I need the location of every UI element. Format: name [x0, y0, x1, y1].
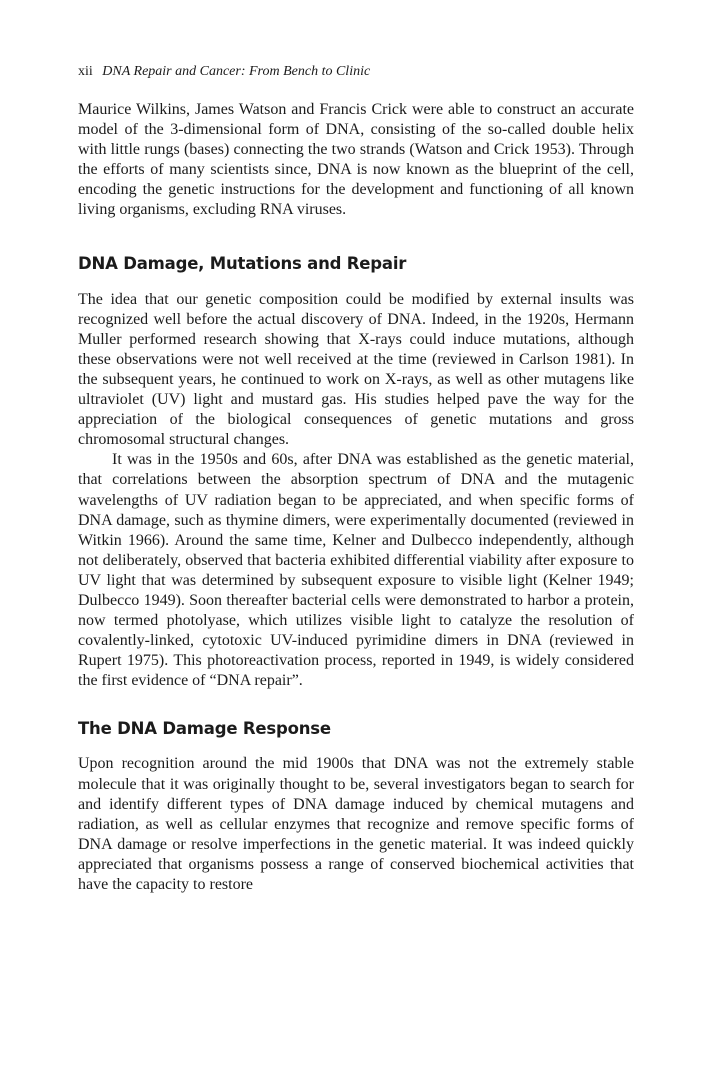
response-paragraph: Upon recognition around the mid 1900s that DNA was not the extremely stable molecule that it was originally thought to be, several investigators began to search for and identify different types of DNA damage induced by chemical mutagens and radiation, as well as cellular enzymes that recognize and remove specific forms of DNA damage or resolve imperfections in the genetic material. It was indeed quickly appreciated that organisms possess a range of conserved biochemical activities that have the capacity to restore: [78, 755, 634, 893]
section-heading-dna-damage: DNA Damage, Mutations and Repair: [78, 253, 407, 273]
damage-paragraph-2: It was in the 1950s and 60s, after DNA was established as the genetic material, that correlations between the absorption spectrum of DNA and the mutagenic wavelengths of UV radiation began to be appreciated, and when specific forms of DNA damage, such as thymine dimers, were experimentally documented (reviewed in Witkin 1966). Around the same time, Kelner and Dulbecco independently, although not deliberately, observed that bacteria exhibited differential viability after exposure to UV light that was determined by subsequent exposure to visible light (Kelner 1949; Dulbecco 1949). Soon thereafter bacterial cells were demonstrated to harbor a protein, now termed photolyase, which utilizes visible light to catalyze the resolution of covalently-linked, cytotoxic UV-induced pyrimidine dimers in DNA (reviewed in Rupert 1975). This photoreactivation process, reported in 1949, is widely considered the first evidence of “DNA repair”.: [78, 451, 634, 690]
book-title: DNA Repair and Cancer: From Bench to Clinic: [102, 64, 371, 79]
page-number: xii: [78, 64, 93, 79]
running-header: [78, 62, 634, 82]
book-page: [78, 62, 634, 895]
intro-paragraph: Maurice Wilkins, James Watson and Francis Crick were able to construct an accurate model of the 3-dimensional form of DNA, consisting of the so-called double helix with little rungs (bases) connecting the two strands (Watson and Crick 1953). Through the efforts of many scientists since, DNA is now known as the blueprint of the cell, encoding the genetic instructions for the development and functioning of all known living organisms, excluding RNA viruses.: [78, 101, 634, 219]
section-heading-damage-response: The DNA Damage Response: [78, 719, 331, 739]
damage-paragraph-1: The idea that our genetic composition could be modified by external insults was recognized well before the actual discovery of DNA. Indeed, in the 1920s, Hermann Muller performed research showing that X-rays could induce mutations, although these observations were not well received at the time (reviewed in Carlson 1981). In the subsequent years, he continued to work on X-rays, as well as other mutagens like ultraviolet (UV) light and mustard gas. His studies helped pave the way for the appreciation of the biological consequences of genetic mutations and gross chromosomal structural changes.: [78, 290, 634, 449]
